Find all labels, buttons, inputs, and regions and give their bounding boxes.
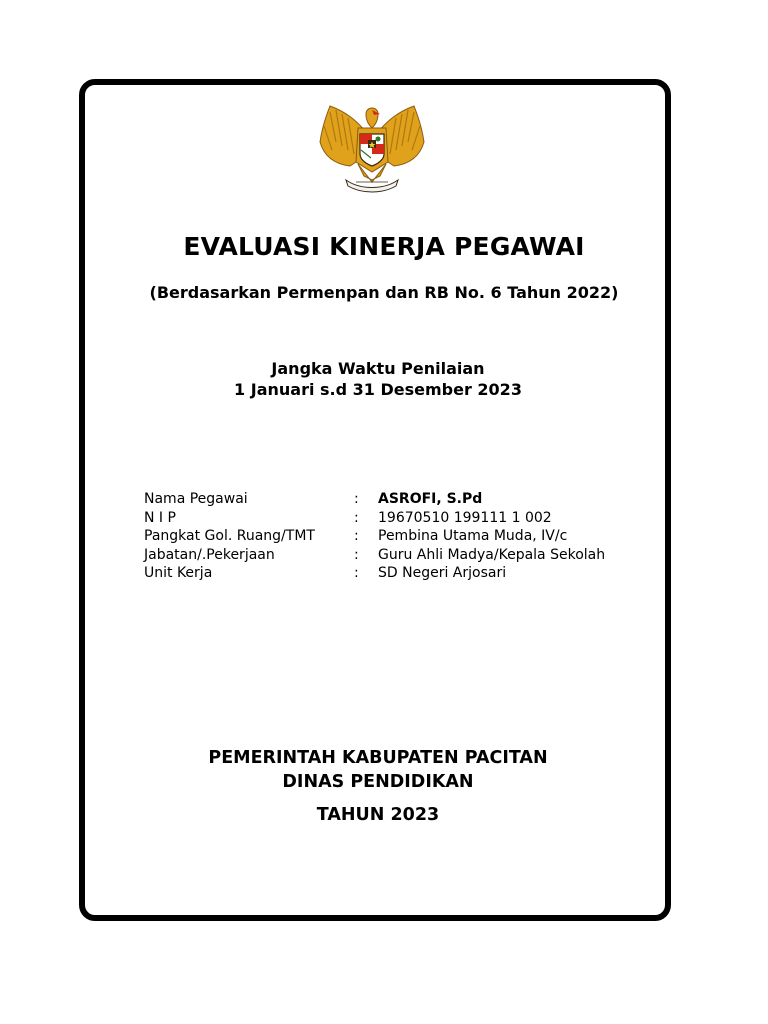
info-colon: : bbox=[354, 491, 359, 507]
assessment-period-range: 1 Januari s.d 31 Desember 2023 bbox=[234, 380, 522, 399]
footer-year: TAHUN 2023 bbox=[316, 805, 440, 825]
employee-info-row-nip bbox=[144, 509, 605, 528]
info-label: N I P bbox=[144, 509, 176, 526]
employee-info-row-position bbox=[144, 546, 605, 565]
document-subtitle: (Berdasarkan Permenpan dan RB No. 6 Tahun 2022) bbox=[149, 283, 619, 302]
employee-info-row-rank bbox=[144, 527, 605, 546]
info-label: Unit Kerja bbox=[144, 565, 213, 581]
employee-info-row-unit bbox=[144, 564, 605, 583]
employee-info-table bbox=[144, 490, 605, 583]
employee-rank: Pembina Utama Muda, IV/c bbox=[378, 528, 568, 544]
info-colon: : bbox=[354, 546, 359, 563]
employee-nip: 19670510 199111 1 002 bbox=[378, 509, 552, 526]
info-colon: : bbox=[354, 528, 359, 544]
garuda-emblem-icon bbox=[316, 102, 428, 194]
employee-position: Guru Ahli Madya/Kepala Sekolah bbox=[378, 546, 606, 563]
info-colon: : bbox=[354, 509, 359, 526]
employee-info-row-name bbox=[144, 490, 605, 509]
info-colon: : bbox=[354, 565, 359, 581]
footer-government: PEMERINTAH KABUPATEN PACITAN bbox=[208, 748, 548, 768]
info-label: Jabatan/.Pekerjaan bbox=[144, 546, 275, 563]
info-label: Nama Pegawai bbox=[144, 491, 248, 507]
footer-department: DINAS PENDIDIKAN bbox=[282, 772, 474, 792]
document-title: EVALUASI KINERJA PEGAWAI bbox=[183, 232, 585, 261]
assessment-period-label: Jangka Waktu Penilaian bbox=[271, 359, 485, 378]
employee-name: ASROFI, S.Pd bbox=[378, 491, 483, 507]
employee-unit: SD Negeri Arjosari bbox=[378, 565, 507, 581]
info-label: Pangkat Gol. Ruang/TMT bbox=[144, 528, 315, 544]
